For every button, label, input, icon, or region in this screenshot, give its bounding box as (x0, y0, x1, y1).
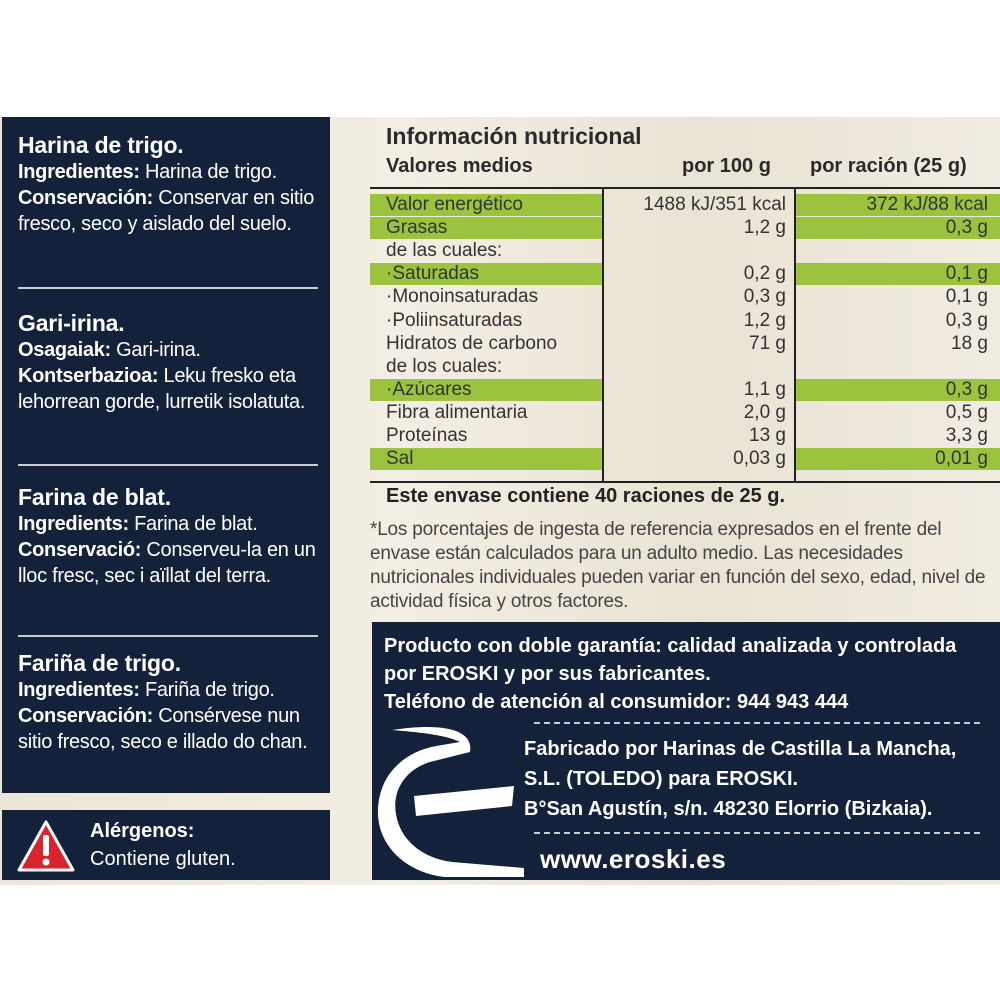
value-per-serving: 0,1 g (945, 286, 988, 308)
nutrient-label: de las cuales: (386, 240, 503, 262)
nutrition-row (370, 240, 1000, 262)
value-per-serving: 0,1 g (945, 263, 988, 285)
value-per-serving: 0,3 g (945, 217, 988, 239)
value-per-100g: 13 g (749, 425, 786, 446)
allergen-title: Alérgenos: (90, 820, 195, 842)
language-block-ca (18, 483, 323, 589)
storage-line: Conservació: Conserveu-la en un lloc fresc, sec i aïllat del terra. (18, 539, 316, 587)
nutrient-label: Grasas (386, 217, 448, 239)
row-highlight (796, 356, 1000, 378)
eroski-e-logo-icon (374, 722, 524, 877)
nutrient-label: Fibra alimentaria (386, 401, 528, 423)
ingredients-line: Ingredients: Farina de blat. (18, 513, 258, 535)
nutrition-row (370, 425, 1000, 447)
nutrient-label: Proteínas (386, 425, 468, 446)
product-name: Gari-irina. (18, 310, 125, 336)
nutrition-row (370, 217, 1000, 239)
column-header-label: Valores medios (386, 155, 533, 177)
ingredients-panel (2, 117, 330, 793)
value-per-100g: 0,03 g (733, 448, 786, 470)
language-block-es (18, 131, 323, 237)
ingredients-line: Ingredientes: Fariña de trigo. (18, 679, 275, 701)
nutrition-row (370, 356, 1000, 378)
nutrition-row (370, 402, 1000, 424)
nutrition-row (370, 448, 1000, 470)
value-per-100g: 1,2 g (743, 309, 786, 331)
column-header-per100: por 100 g (682, 155, 771, 177)
divider (18, 635, 318, 637)
product-name: Farina de blat. (18, 484, 171, 510)
value-per-100g: 0,3 g (743, 286, 786, 308)
warning-triangle-icon (16, 819, 76, 873)
dashed-divider (534, 722, 980, 724)
storage-line: Conservación: Conservar en sitio fresco, seco y aislado del suelo. (18, 187, 315, 235)
value-per-serving: 0,01 g (935, 448, 988, 470)
value-per-serving: 18 g (951, 332, 988, 354)
manufacturer-address: Fabricado por Harinas de Castilla La Mancha, S.L. (TOLEDO) para EROSKI. B°San Agustín, s/n. 48230 Elorrio (Bizkaia). (524, 738, 957, 820)
column-header-serving: por ración (25 g) (810, 155, 967, 177)
nutrition-row (370, 286, 1000, 308)
footnote: *Los porcentajes de ingesta de referencia expresados en el frente del envase están calculados para un adulto medio. Las necesidades nutricionales individuales pueden variar en función del sexo, edad, nivel de actividad física y otros factores. (370, 519, 986, 612)
row-highlight (796, 240, 1000, 262)
phone-number: 944 943 444 (737, 691, 849, 713)
nutrition-row (370, 379, 1000, 401)
nutrition-title: Información nutricional (386, 123, 642, 149)
nutrient-label: Valor energético (386, 194, 523, 215)
value-per-100g: 0,2 g (743, 263, 786, 285)
value-per-serving: 0,3 g (945, 378, 988, 400)
servings-note: Este envase contiene 40 raciones de 25 g. (386, 485, 786, 507)
value-per-100g: 1,1 g (743, 378, 786, 400)
eroski-panel (372, 622, 1000, 880)
nutrition-row (370, 310, 1000, 332)
phone-line: Teléfono de atención al consumidor: 944 943 444 (384, 691, 849, 713)
language-block-eu (18, 309, 323, 415)
nutrition-row (370, 333, 1000, 355)
value-per-serving: 372 kJ/88 kcal (866, 194, 988, 215)
nutrient-label: Hidratos de carbono (386, 332, 558, 354)
dashed-divider (534, 832, 980, 834)
value-per-serving: 0,5 g (945, 401, 988, 423)
nutrition-row (370, 263, 1000, 285)
value-per-100g: 1488 kJ/351 kcal (643, 194, 786, 215)
product-name: Fariña de trigo. (18, 650, 181, 676)
value-per-100g: 71 g (749, 332, 786, 354)
storage-line: Kontserbazioa: Leku fresko eta lehorrean gorde, lurretik isolatuta. (18, 365, 306, 413)
nutrition-row (370, 194, 1000, 216)
nutrient-label: ·Saturadas (386, 263, 479, 285)
nutrient-label: ·Monoinsaturadas (386, 286, 539, 308)
value-per-100g: 2,0 g (743, 401, 786, 423)
nutrient-label: ·Azúcares (386, 378, 472, 400)
ingredients-line: Osagaiak: Gari-irina. (18, 339, 201, 361)
nutrient-label: de los cuales: (386, 355, 503, 377)
allergen-panel (2, 810, 330, 880)
divider (18, 287, 318, 289)
divider (18, 464, 318, 466)
value-per-100g: 1,2 g (743, 217, 786, 239)
website-link[interactable]: www.eroski.es (540, 844, 727, 874)
product-name: Harina de trigo. (18, 132, 184, 158)
ingredients-line: Ingredientes: Harina de trigo. (18, 161, 277, 183)
language-block-gl (18, 649, 323, 755)
nutrient-label: ·Poliinsaturadas (386, 309, 523, 331)
storage-line: Conservación: Consérvese nun sitio fresco, seco e illado do chan. (18, 705, 308, 753)
nutrient-label: Sal (386, 448, 414, 470)
value-per-serving: 3,3 g (945, 425, 988, 446)
value-per-serving: 0,3 g (945, 309, 988, 331)
allergen-text: Contiene gluten. (90, 848, 236, 870)
guarantee-text: Producto con doble garantía: calidad analizada y controlada por EROSKI y por sus fabricantes. Teléfono de atención al consumidor: 944 943 444 (384, 632, 994, 716)
